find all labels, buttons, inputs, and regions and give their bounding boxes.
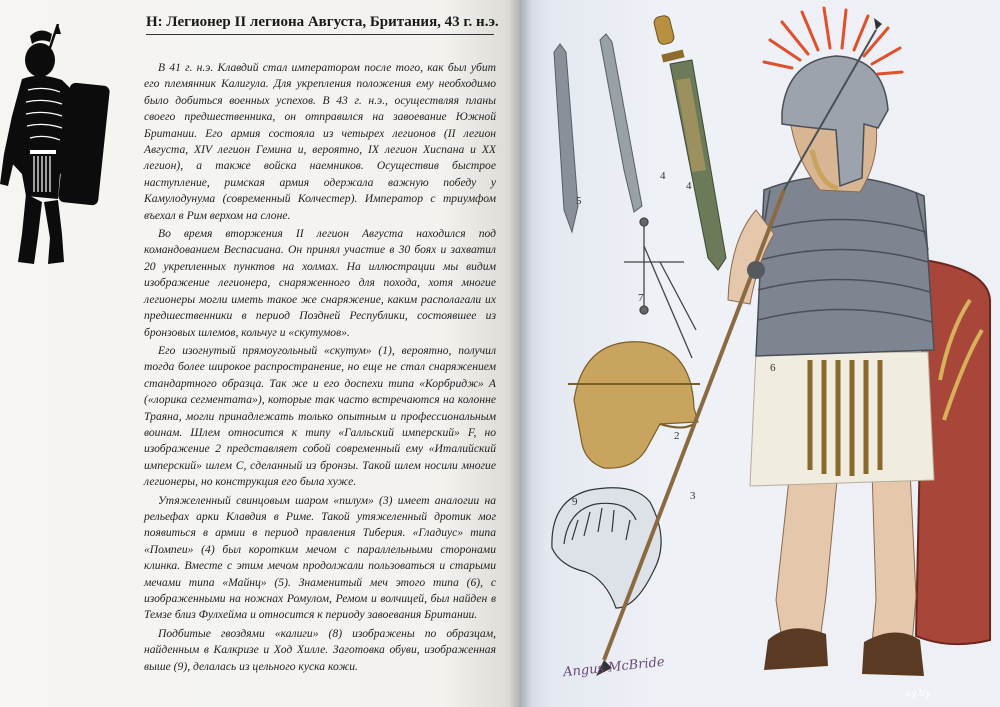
callout-5: 5 [576,195,582,207]
paragraph: Утяжеленный свинцовым шаром «пилум» (3) имеет аналогии на рельефах арки Клавдия в Риме. Такой утяжеленный дротик мог появиться в армии в период правления Тиберия. «Гладиус» типа «Помпеи» (4) был коротким мечом с параллельными сторонами клинка. Вместе с этим мечом продолжали пользоваться и старыми мечами типа «Майнц» (5). Знаменитый меч этого типа (6), с изображенными на ножнах Ромулом, Ремом и волчицей, был найден в Темзе близ Фулхейма и относится к периоду завоевания Британии. [144,493,496,622]
callout-6: 6 [770,362,776,374]
pilum-detail-icon [624,218,696,358]
legionary-figure [596,8,990,676]
heading-rule [146,34,494,35]
paragraph: Его изогнутый прямоугольный «скутум» (1), вероятно, получил тогда более широкое распространение, но еще не стал снаряжением стандартного образца. Так же и его доспехи типа «Корбридж» А («лорика сегментата»), которые так часто встречаются на колонне Траяна, могли принадлежать только опытным и профессиональным воинам. Шлем относится к типу «Галльский имперский» F, но изображение 2 представляет собой современный ему «Италийский имперский» шлем С, сделанный из бронзы. Такой шлем носили многие легионеры, но конструкция его была хуже. [144,343,496,489]
callout-2: 2 [674,430,680,442]
scabbard-sword-icon [653,14,726,270]
callout-4: 4 [686,180,692,192]
callout-7: 7 [638,292,644,304]
legionary-silhouette-icon [0,24,120,269]
pompeii-sword-icon [600,34,642,212]
body-text [144,60,496,677]
artist-signature: Angus McBride [562,654,666,681]
paragraph: В 41 г. н.э. Клавдий стал императором после того, как был убит его племянник Калигула. Для укрепления положения ему необходимо было добиться военных успехов. В 43 г. н.э., осуществляя планы своего предшественника, он отправился на завоевание Южной Британии. Его армия состояла из четырех легионов (II легион Августа, XIV легион Гемина и, вероятно, IX легион Хиспана и XX легион), а также войска наемников. Осуществив быстрое наступление, римская армия одержала важную победу у Камулодунума (современный Колчестер). Император с триумфом въехал в Рим верхом на слоне. [144,61,496,222]
page-heading: H: Легионер II легиона Августа, Британия, 43 г. н.э. [146,14,499,30]
callout-9: 9 [572,496,578,508]
right-page [520,0,1000,707]
mainz-sword-icon [554,44,578,232]
caliga-pattern-icon [552,488,661,608]
italic-helmet-icon [568,342,700,468]
paragraph: Во время вторжения II легион Августа находился под командованием Веспасиана. Он принял участие в 30 боях и захватил 20 укрепленных пунктов на холмах. На иллюстрации мы видим изображение легионера, снаряженного для похода, хотя многие легионеры могли иметь такое же снаряжение, каким располагали их предшественники в период Поздней Республики, состоявшее из бронзовых шлемов, кольчуг и «скутумов». [144,227,496,339]
watermark: ay.by [905,688,932,699]
paragraph: Подбитые гвоздями «калиги» (8) изображены по образцам, найденным в Калкризе и Ход Хилле. Заготовка обуви, изображенная выше (9), делалась из цельного куска кожи. [144,626,496,673]
callout-3: 3 [690,490,696,502]
legionary-illustration [520,0,1000,707]
callout-4: 4 [660,170,666,182]
book-gutter [508,0,532,707]
